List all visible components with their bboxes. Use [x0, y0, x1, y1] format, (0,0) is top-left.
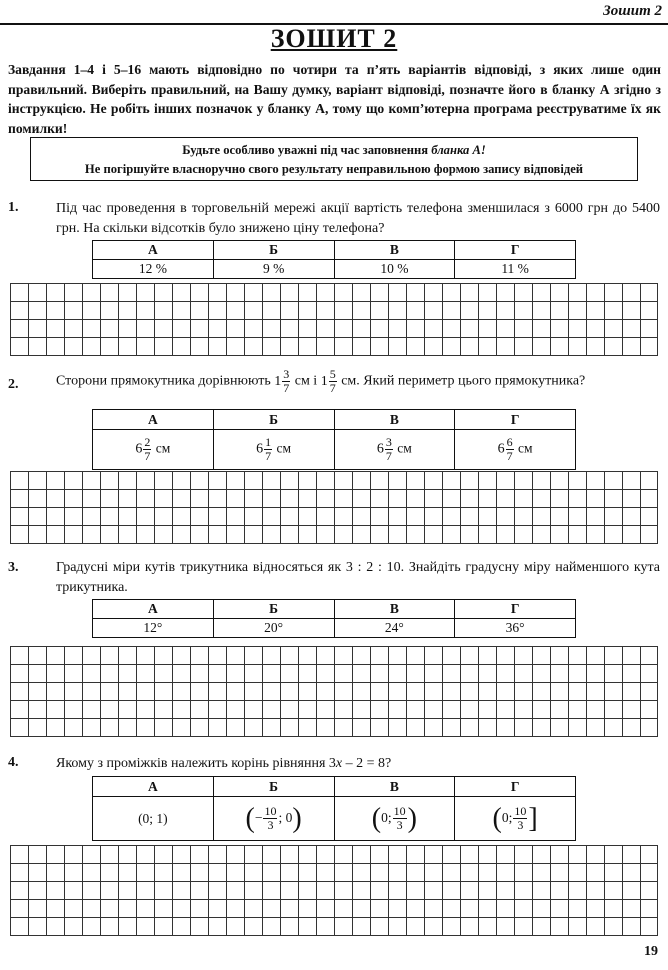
option-header: Г	[455, 410, 576, 430]
option-value: 12 %	[93, 260, 214, 279]
answer-table	[92, 409, 576, 470]
draft-grid	[10, 646, 658, 737]
option-header: В	[334, 241, 455, 260]
draft-grid	[10, 845, 658, 936]
question-text: Сторони прямокутника дорівнюють 1 $\frac{3}{7}$ см і 1 $\frac{5}{7}$ см. Який периметр цього прямокутника?	[56, 367, 586, 395]
mixed-number: 1 $\frac{3}{7}$	[274, 367, 290, 395]
mixed-number: 1 $\frac{5}{7}$	[320, 367, 336, 395]
option-value: 6 $\frac{1}{7}$ см	[213, 430, 334, 470]
option-value: (0; $\frac{10}{3}$ ]	[455, 797, 576, 841]
option-value: 9 %	[213, 260, 334, 279]
notebook-label: Зошит 2	[603, 3, 662, 19]
option-value: 10 %	[334, 260, 455, 279]
option-header: Б	[213, 600, 334, 619]
question-number: 3.	[8, 560, 19, 575]
draft-grid	[10, 471, 658, 544]
option-value: (0; $\frac{10}{3}$ )	[334, 797, 455, 841]
option-header: Г	[455, 600, 576, 619]
answer-table	[92, 599, 576, 638]
option-value: 6 $\frac{2}{7}$ см	[93, 430, 214, 470]
option-value: 20°	[213, 619, 334, 638]
option-value: 12°	[93, 619, 214, 638]
question-number: 4.	[8, 755, 19, 770]
option-header: Б	[213, 777, 334, 797]
question-number: 2.	[8, 377, 19, 392]
answer-table	[92, 776, 576, 841]
option-value: 6 $\frac{6}{7}$ см	[455, 430, 576, 470]
option-value: 6 $\frac{3}{7}$ см	[334, 430, 455, 470]
option-header: Б	[213, 410, 334, 430]
option-value: 11 %	[455, 260, 576, 279]
question-text: Якому з проміжків належить корінь рівняння 3x – 2 = 8?	[56, 756, 392, 771]
notice-line-1: Будьте особливо уважні під час заповнення бланка А!	[182, 143, 486, 157]
notice-line-2: Не погіршуйте власноручно свого результату неправильною формою запису відповідей	[84, 162, 584, 176]
option-header: А	[93, 777, 214, 797]
question-text: Градусні міри кутів трикутника відносяться як 3 : 2 : 10. Знайдіть градусну міру найменшого кута трикутника.	[56, 560, 660, 595]
option-header: Г	[455, 777, 576, 797]
question-text: Під час проведення в торговельній мережі акції вартість телефона зменшилася з 6000 грн до 5400 грн. На скільки відсотків було знижено ціну телефона?	[56, 201, 660, 236]
option-value: (− $\frac{10}{3}$ ; 0)	[213, 797, 334, 841]
option-header: В	[334, 600, 455, 619]
option-header: А	[93, 410, 214, 430]
option-header: Б	[213, 241, 334, 260]
option-value: 36°	[455, 619, 576, 638]
instructions-text: Завдання 1–4 і 5–16 мають відповідно по чотири та п’ять варіантів відповіді, з яких лише один правильний. Виберіть правильний, на Вашу думку, варіант відповіді, позначте його в бланку А згідно з інструкцією. Не робіть інших позначок у бланку А, тому що комп’ютерна програма реєструватиме їх як помилки!	[8, 62, 661, 136]
option-header: А	[93, 600, 214, 619]
option-header: В	[334, 410, 455, 430]
page-number: 19	[644, 944, 658, 959]
draft-grid	[10, 283, 658, 356]
option-header: Г	[455, 241, 576, 260]
question-number: 1.	[8, 200, 19, 215]
option-value: (0; 1)	[93, 797, 214, 841]
page-title: ЗОШИТ 2	[270, 24, 398, 53]
option-value: 24°	[334, 619, 455, 638]
notice-box	[30, 137, 638, 181]
option-header: В	[334, 777, 455, 797]
option-header: А	[93, 241, 214, 260]
answer-table	[92, 240, 576, 279]
